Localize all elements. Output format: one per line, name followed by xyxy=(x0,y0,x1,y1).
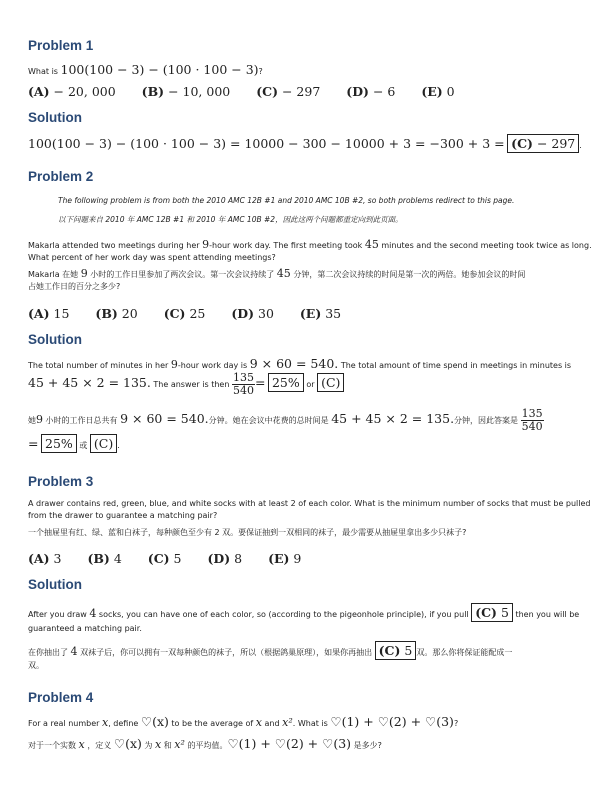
answer-box-percent-zh: 25% xyxy=(41,434,77,453)
choice-c: (C) 5 xyxy=(147,551,182,566)
problem-2-solution-en-line1: The total number of minutes in her 9-hour work day is 9 × 60 = 540. The total amount of time spend in meetings in minutes is xyxy=(28,356,572,371)
source-note-zh: 以下问题来自 2010 年 AMC 12B #1 和 2010 年 AMC 10B #2，因此这两个问题都重定向到此页面。 xyxy=(58,215,403,224)
choice-d: (D) 30 xyxy=(231,306,274,321)
problem-2-solution-zh-line1: 她9 小时的工作日总共有 9 × 60 = 540.分钟。她在会议中花费的总时间是 45 + 45 × 2 = 135.分钟，因此答案是 $\frac{135}{540}$ xyxy=(28,407,543,433)
problem-2-question-en-line1: Makarla attended two meetings during her 9-hour work day. The first meeting took 45 minutes and the second meeting took twice as long. xyxy=(28,238,592,251)
problem-3-solution-heading: Solution xyxy=(28,577,82,592)
problem-2-question-en-line2: What percent of her work day was spent attending meetings? xyxy=(28,253,276,262)
problem-3-question-en-line2: from the drawer to guarantee a matching pair? xyxy=(28,511,218,520)
choice-e: (E) 35 xyxy=(299,306,342,321)
problem-3-solution-zh-line2: 双。 xyxy=(28,661,44,670)
problem-1-choices xyxy=(28,84,477,99)
choice-d: (D) − 6 xyxy=(346,84,396,99)
question-text: What is xyxy=(28,67,58,76)
problem-3-choices xyxy=(28,551,323,566)
answer-box-letter: (C) xyxy=(317,373,344,392)
choice-a: (A) 3 xyxy=(28,551,62,566)
choice-d: (D) 8 xyxy=(207,551,243,566)
question-math: 100(100 − 3) − (100 · 100 − 3) xyxy=(60,62,259,77)
fraction: $\frac{135}{540}$ xyxy=(232,371,254,397)
problem-3-solution-en-line1: After you draw 4 socks, you can have one of each color, so (according to the pigeonhole principle), if you pull (C) 5 then you will be xyxy=(28,605,580,620)
problem-1-heading: Problem 1 xyxy=(28,38,94,53)
problem-2-solution-heading: Solution xyxy=(28,332,82,347)
problem-2-solution-zh-line2: = 25% 或 (C) . xyxy=(28,436,120,451)
answer-box-letter-zh: (C) xyxy=(90,434,117,453)
source-note-en: The following problem is from both the 2010 AMC 12B #1 and 2010 AMC 10B #2, so both problems redirect to this page. xyxy=(58,196,515,205)
answer-box-percent: 25% xyxy=(268,373,304,392)
problem-2-question-zh-line1: Makarla 在她 9 小时的工作日里参加了两次会议。第一次会议持续了 45 分钟，第二次会议持续的时间是第一次的两倍。她参加会议的时间 xyxy=(28,267,526,280)
problem-2-question-zh-line2: 占她工作日的百分之多少? xyxy=(28,282,121,291)
problem-2-heading: Problem 2 xyxy=(28,169,94,184)
choice-c: (C) − 297 xyxy=(256,84,321,99)
problem-4-question-zh: 对于一个实数 x ，定义 ♡(x) 为 x 和 x² 的平均值。♡(1) + ♡(2) + ♡(3) 是多少? xyxy=(28,736,382,751)
problem-1-solution: 100(100 − 3) − (100 · 100 − 3) = 10000 − 300 − 10000 + 3 = −300 + 3 = (C) − 297 . xyxy=(28,136,582,151)
problem-2-choices xyxy=(28,306,363,321)
problem-2-solution-en-line2: 45 + 45 × 2 = 135. The answer is then $\frac{135}{540}$ = 25% or (C) xyxy=(28,372,586,397)
choice-c: (C) 25 xyxy=(163,306,206,321)
problem-1-question xyxy=(28,64,586,78)
choice-e: (E) 0 xyxy=(421,84,455,99)
fraction-zh: $\frac{135}{540}$ xyxy=(521,407,543,433)
problem-3-question-en-line1: A drawer contains red, green, blue, and white socks with at least 2 of each color. What is the minimum number of socks that must be pulled xyxy=(28,499,591,508)
choice-a: (A) 15 xyxy=(28,306,70,321)
problem-3-question-zh: 一个抽屉里有红、绿、蓝和白袜子，每种颜色至少有 2 双。要保证抽到一双相同的袜子，最少需要从抽屉里拿出多少只袜子? xyxy=(28,528,467,537)
choice-b: (B) 20 xyxy=(95,306,138,321)
problem-4-heading: Problem 4 xyxy=(28,690,94,705)
choice-b: (B) − 10, 000 xyxy=(141,84,231,99)
choice-a: (A) − 20, 000 xyxy=(28,84,116,99)
problem-1-solution-heading: Solution xyxy=(28,110,82,125)
answer-box: (C) 5 xyxy=(471,603,513,622)
answer-box-zh: (C) 5 xyxy=(375,641,417,660)
choice-b: (B) 4 xyxy=(87,551,122,566)
answer-box: (C) − 297 xyxy=(507,134,579,153)
solution-math: 100(100 − 3) − (100 · 100 − 3) = 10000 − 300 − 10000 + 3 = −300 + 3 = xyxy=(28,136,505,151)
choice-e: (E) 9 xyxy=(268,551,302,566)
problem-3-heading: Problem 3 xyxy=(28,474,94,489)
question-end: ? xyxy=(258,67,263,76)
problem-4-question-en: For a real number x, define ♡(x) to be the average of x and x². What is ♡(1) + ♡(2) + ♡(3)? xyxy=(28,714,459,729)
problem-3-solution-zh-line1: 在你抽出了 4 双袜子后，你可以拥有一双每种颜色的袜子，所以（根据鸽巢原理），如果你再抽出 (C) 5 双。那么你将保证能配成一 xyxy=(28,643,513,658)
problem-3-solution-en-line2: guaranteed a matching pair. xyxy=(28,624,142,633)
